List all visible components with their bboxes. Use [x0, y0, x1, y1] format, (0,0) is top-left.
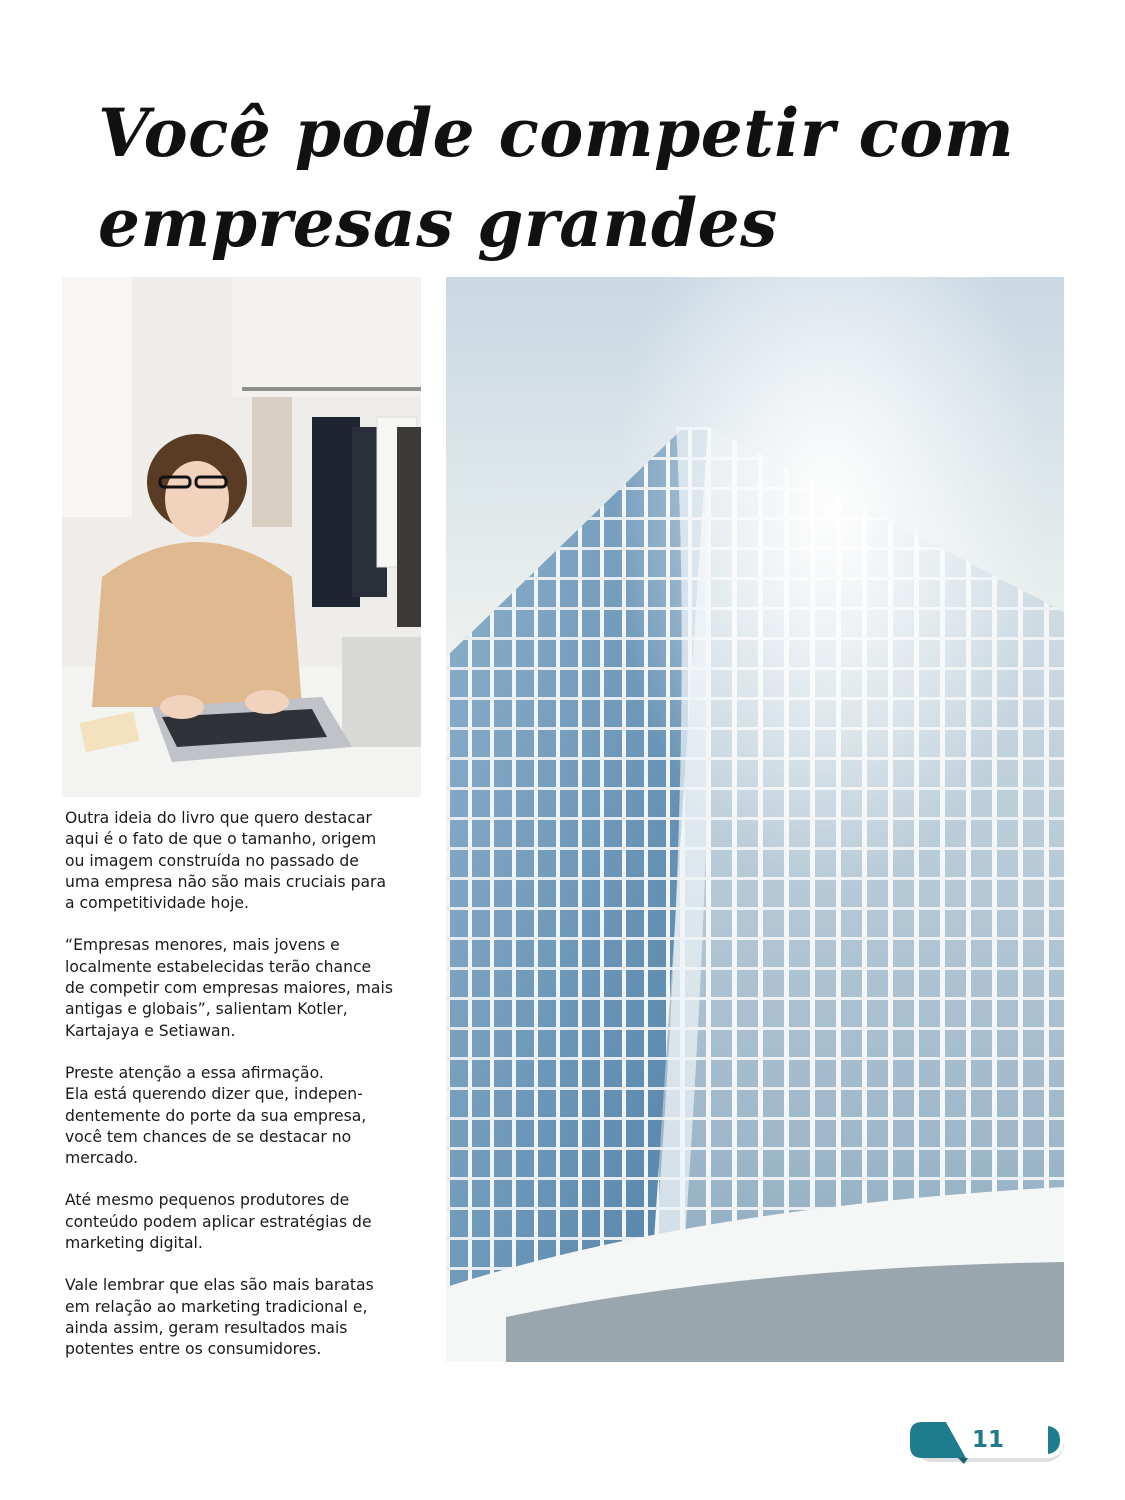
paragraph: Vale lembrar que elas são mais baratas em relação ao marketing tradicional e, ainda assim, geram resultados mais potentes entre os consumidores.: [65, 1276, 374, 1359]
paragraph: Outra ideia do livro que quero destacar aqui é o fato de que o tamanho, origem ou imagem construída no passado de uma empresa não são mais cruciais para a competitividade hoje.: [65, 809, 387, 913]
paragraph: “Empresas menores, mais jovens e localmente estabelecidas terão chance de competir com empresas maiores, mais antigas e globais”, salientam Kotler, Kartajaya e Setiawan.: [65, 936, 393, 1040]
page-number: 11: [971, 1427, 1004, 1453]
woman-laptop-photo: [62, 277, 421, 797]
paragraph: Até mesmo pequenos produtores de conteúdo podem aplicar estratégias de marketing digital.: [65, 1191, 372, 1253]
title-line-2: empresas grandes: [98, 184, 778, 262]
article-body: [65, 808, 425, 1382]
office-building-photo: [446, 277, 1064, 1362]
page-title: [98, 88, 1088, 268]
paragraph: Preste atenção a essa afirmação. Ela está querendo dizer que, indepen- dentemente do porte da sua empresa, você tem chances de se destacar no mercado.: [65, 1063, 367, 1168]
title-line-1: Você pode competir com: [98, 94, 1015, 172]
